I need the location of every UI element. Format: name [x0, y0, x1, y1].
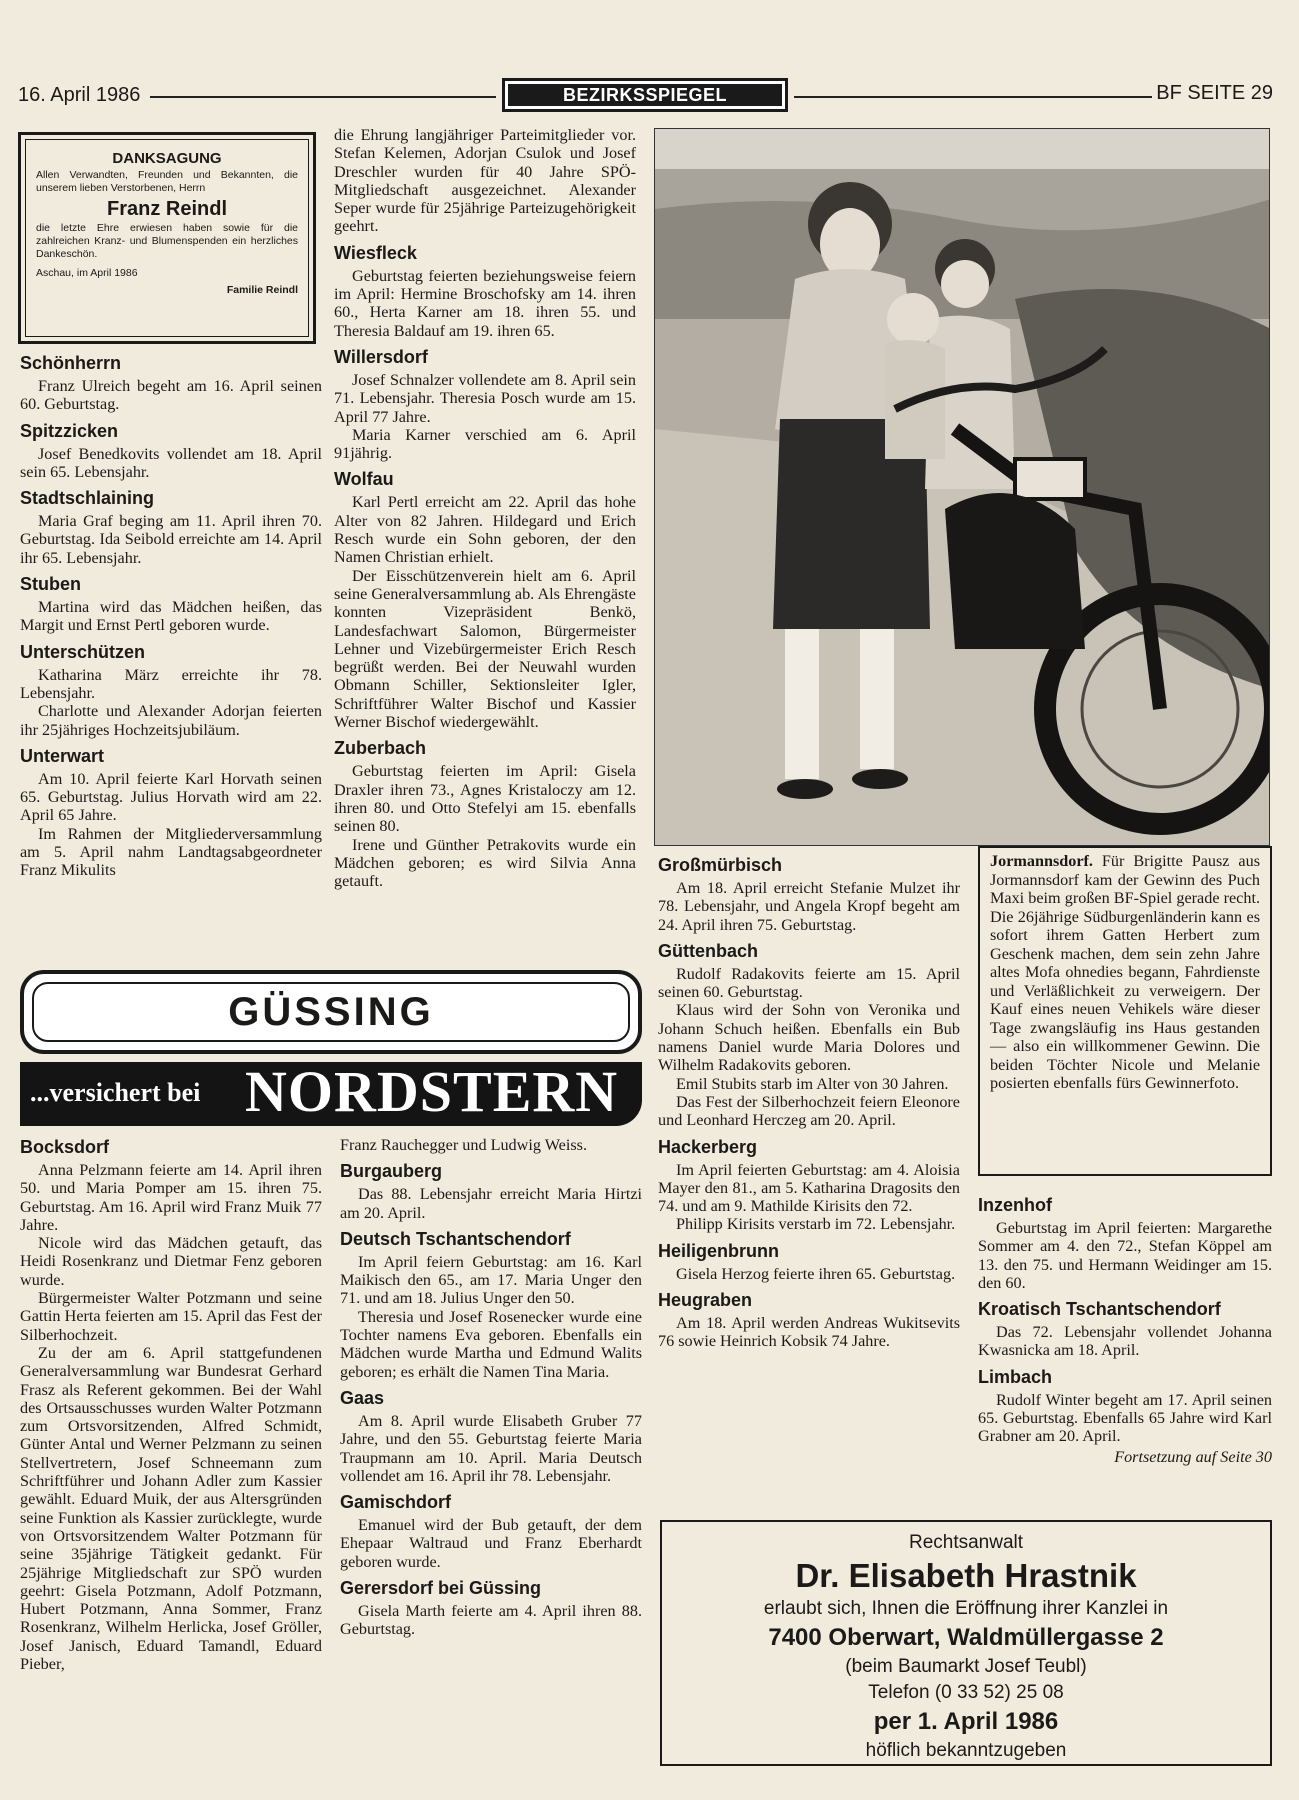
heading-heugraben: Heugraben	[658, 1290, 753, 1311]
article-text: Maria Karner verschied am 6. April 91jährig.	[334, 425, 636, 463]
article-text: Rudolf Winter begeht am 17. April seinen 65. Geburtstag. Ebenfalls 65 Jahre wird Karl Grabner am 20. April.	[978, 1390, 1272, 1446]
article-text: Am 18. April erreicht Stefanie Mulzet ihr 78. Lebensjahr, und Angela Kropf begeht am 24. April ihren 75. Geburtstag.	[658, 879, 960, 934]
ad-line-phone: Telefon (0 33 52) 25 08	[868, 1682, 1064, 1703]
article-text: Im Rahmen der Mitgliederversammlung am 5. April nahm Landtagsabgeordneter Franz Mikulits	[20, 824, 322, 880]
article-text: Das 88. Lebensjahr erreicht Maria Hirtzi am 20. April.	[340, 1185, 642, 1222]
heading-deutsch-tschantschendorf: Deutsch Tschantschendorf	[340, 1228, 571, 1249]
article-text: Maria Graf beging am 11. April ihren 70. Geburtstag. Ida Seibold erreichte am 14. April ihr 65. Lebensjahr.	[20, 512, 322, 567]
danksagung-signature: Familie Reindl	[226, 284, 298, 296]
heading-wolfau: Wolfau	[334, 469, 394, 490]
ad-line-address: 7400 Oberwart, Waldmüllergasse 2	[768, 1624, 1164, 1651]
banner-title: GÜSSING	[32, 982, 630, 1042]
article-text: Am 10. April feierte Karl Horvath seinen 65. Geburtstag. Julius Horvath wird am 22. April 65 Jahre.	[20, 769, 322, 825]
article-text: Nicole wird das Mädchen getauft, das Heidi Rosenkranz und Dietmar Fenz geboren wurde.	[20, 1234, 322, 1289]
heading-willersdorf: Willersdorf	[334, 346, 428, 367]
heading-gamischdorf: Gamischdorf	[340, 1492, 452, 1513]
heading-inzenhof: Inzenhof	[978, 1195, 1052, 1215]
page-number: BF SEITE 29	[1156, 82, 1273, 104]
article-text: Klaus wird der Sohn von Veronika und Johann Schuch heißen. Ebenfalls ein Bub namens Daniel wurde Maria Dolores und Wilhelm Radakovits geboren.	[658, 1001, 960, 1075]
article-text: Katharina März erreichte ihr 78. Lebensjahr.	[20, 665, 322, 702]
column-b	[340, 1136, 642, 1639]
lawyer-ad	[660, 1520, 1272, 1766]
heading-stadtschlaining: Stadtschlaining	[20, 488, 155, 509]
article-text: Am 18. April werden Andreas Wukitsevits 76 sowie Heinrich Kobsik 74 Jahre.	[658, 1314, 960, 1351]
heading-guettenbach: Güttenbach	[658, 940, 759, 961]
heading-gerersdorf: Gerersdorf bei Güssing	[340, 1578, 542, 1599]
caption-text: Für Brigitte Pausz aus Jormannsdorf kam der Gewinn des Puch Maxi beim großen BF-Spiel gerade recht. Die 26jährige Südburgenländerin kann es sofort ihrem Gatten Herbert zum Geschenk machen, dem sein zehn Jahre altes Mofa ohnedies begann, Fahrdienste und Verläßlichkeit zu verweigern. Der Kauf eines neuen Vehikels wäre dieser Tage zwangsläufig ins Haus gestanden — also ein willkommener Gewinn. Die beiden Töchter Nicole und Melanie posierten ebenfalls fürs Gewinnerfoto.	[990, 852, 1260, 1092]
section-title: BEZIRKSSPIEGEL	[508, 84, 782, 106]
column-a	[20, 1136, 322, 1673]
heading-heiligenbrunn: Heiligenbrunn	[658, 1240, 779, 1261]
article-text: Charlotte und Alexander Adorjan feierten ihr 25jähriges Hochzeitsjubiläum.	[20, 702, 322, 739]
article-text: Philipp Kirisits verstarb im 72. Lebensjahr.	[676, 1215, 956, 1234]
column-3	[658, 854, 960, 1351]
winner-photo	[654, 128, 1270, 846]
heading-kroatisch-tschantschendorf: Kroatisch Tschantschendorf	[978, 1299, 1221, 1320]
article-text: Geburtstag feierten beziehungsweise feiern im April: Hermine Broschofsky am 14. ihren 60., Herta Karner am 18. ihren 55. und Theresia Baldauf am 19. ihren 65.	[334, 266, 636, 340]
heading-unterwart: Unterwart	[20, 745, 105, 766]
article-text: Josef Benedkovits vollendet am 18. April sein 65. Lebensjahr.	[20, 444, 322, 481]
heading-hackerberg: Hackerberg	[658, 1136, 758, 1157]
header-rule-left	[150, 96, 496, 98]
photo-caption	[978, 846, 1272, 1176]
article-text: Geburtstag im April feierten: Margarethe Sommer am 4. den 72., Stefan Köppel am 13. den 75. und Hermann Weidinger am 15. den 60.	[978, 1219, 1272, 1292]
article-text: die Ehrung langjähriger Parteimitglieder vor. Stefan Kelemen, Adorjan Csulok und Josef Dreschler wurden für 40 Jahre SPÖ-Mitgliedschaft ausgezeichnet. Alexander Seper wurde für 25jährige Parteizugehörigkeit geehrt.	[334, 126, 636, 236]
article-text: Josef Schnalzer vollendete am 8. April sein 71. Lebensjahr. Theresia Posch wurde am 15. April 77 Jahre.	[334, 370, 636, 426]
danksagung-title: DANKSAGUNG	[112, 150, 222, 167]
heading-limbach: Limbach	[978, 1366, 1053, 1387]
column-2	[334, 126, 636, 890]
heading-grossmuerbisch: Großmürbisch	[658, 855, 783, 875]
issue-date: 16. April 1986	[18, 84, 141, 106]
article-text: Franz Rauchegger und Ludwig Weiss.	[340, 1136, 588, 1154]
danksagung-place: Aschau, im April 1986	[36, 267, 138, 279]
heading-bocksdorf: Bocksdorf	[20, 1137, 110, 1157]
heading-spitzzicken: Spitzzicken	[20, 420, 119, 441]
danksagung-ad	[18, 132, 316, 344]
ad-line-name: Dr. Elisabeth Hrastnik	[795, 1557, 1137, 1594]
danksagung-intro: Allen Verwandten, Freunden und Bekannten, die unserem lieben Verstorbenen, Herrn	[36, 169, 298, 194]
ad-line-date: per 1. April 1986	[873, 1708, 1059, 1735]
heading-gaas: Gaas	[340, 1387, 385, 1408]
section-title-box	[502, 78, 788, 112]
article-text: Martina wird das Mädchen heißen, das Margit und Ernst Pertl geboren wurde.	[20, 598, 322, 635]
ad-line-title: Rechtsanwalt	[908, 1532, 1024, 1553]
article-text: Irene und Günther Petrakovits wurde ein Mädchen geboren; es wird Silvia Anna getauft.	[334, 835, 636, 891]
article-text: Im April feierten Geburtstag: am 4. Aloisia Mayer den 81., am 5. Katharina Dragosits den 74. und am 9. Mathilde Kirisits den 72.	[658, 1160, 960, 1216]
article-text: Emil Stubits starb im Alter von 30 Jahren.	[676, 1074, 949, 1093]
danksagung-text: die letzte Ehre erwiesen haben sowie für die zahlreichen Kranz- und Blumenspenden ein herzliches Dankeschön.	[36, 222, 298, 260]
caption-place: Jormannsdorf.	[990, 852, 1093, 870]
article-text: Am 8. April wurde Elisabeth Gruber 77 Jahre, und den 55. Geburtstag feierte Maria Traupmann am 10. April. Maria Deutsch vollendet am 16. April ihr 78. Lebensjahr.	[340, 1411, 642, 1485]
heading-unterschuetzen: Unterschützen	[20, 641, 146, 662]
danksagung-name: Franz Reindl	[106, 198, 227, 220]
article-text: Franz Ulreich begeht am 16. April seinen 60. Geburtstag.	[20, 377, 322, 414]
article-text: Das Fest der Silberhochzeit feiern Eleonore und Leonhard Herczeg am 20. April.	[658, 1092, 960, 1130]
article-text: Emanuel wird der Bub getauft, der dem Ehepaar Waltraud und Franz Eberhardt geboren wurde.	[340, 1516, 642, 1571]
guessing-banner	[20, 970, 642, 1128]
sponsor-brand: NORDSTERN	[245, 1059, 619, 1124]
article-text: Rudolf Radakovits feierte am 15. April seinen 60. Geburtstag.	[658, 964, 960, 1002]
danksagung-inner	[25, 139, 309, 337]
article-text: Der Eisschützenverein hielt am 6. April seine Generalversammlung ab. Als Ehrengäste konnten Vizepräsident Benkö, Landesfachwart Salomon, Bürgermeister Lehner und Vizebürgermeister Erich Resch begrüßt werden. Bei der Neuwahl wurden Obmann Schiller, Sektionsleiter Igler, Schriftführer Walter Bischof und Kassier Werner Bischof wiedergewählt.	[334, 566, 636, 732]
ad-line-landmark: (beim Baumarkt Josef Teubl)	[845, 1656, 1087, 1677]
heading-stuben: Stuben	[20, 574, 81, 595]
article-text: Karl Pertl erreicht am 22. April das hohe Alter von 82 Jahren. Hildegard und Erich Resch wurde ein Sohn geboren, der den Namen Christian erhielt.	[334, 493, 636, 567]
article-text: Anna Pelzmann feierte am 14. April ihren 50. und Maria Pomper am 15. ihren 75. Geburtstag. Am 16. April wird Franz Muik 77 Jahre.	[20, 1161, 322, 1234]
ad-line-closing: höflich bekanntzugeben	[865, 1740, 1067, 1761]
sponsor-prefix: ...versichert bei	[30, 1078, 201, 1107]
heading-schoenherrn: Schönherrn	[20, 353, 122, 373]
page-header	[18, 78, 1273, 114]
sponsor-bar	[20, 1059, 642, 1126]
article-text: Gisela Herzog feierte ihren 65. Geburtstag.	[676, 1264, 956, 1283]
ad-line-intro: erlaubt sich, Ihnen die Eröffnung ihrer Kanzlei in	[763, 1598, 1169, 1619]
article-text: Theresia und Josef Rosenecker wurde eine Tochter namens Eva geboren. Ebenfalls ein Mädchen wurde Martha und Edmund Walits geboren; es erhält die Namen Tina Maria.	[340, 1307, 642, 1381]
heading-wiesfleck: Wiesfleck	[334, 242, 417, 263]
banner-frame	[20, 970, 642, 1054]
heading-zuberbach: Zuberbach	[334, 738, 427, 759]
continuation-note: Fortsetzung auf Seite 30	[1114, 1447, 1272, 1466]
article-text: Das 72. Lebensjahr vollendet Johanna Kwasnicka am 18. April.	[978, 1323, 1272, 1360]
article-text: Im April feiern Geburtstag: am 16. Karl Maikisch den 65., am 17. Maria Unger den 71. und am 18. Julius Unger den 50.	[340, 1252, 642, 1308]
article-text: Gisela Marth feierte am 4. April ihren 88. Geburtstag.	[340, 1602, 642, 1639]
article-text: Bürgermeister Walter Potzmann und seine Gattin Herta feierten am 15. April das Fest der Silberhochzeit.	[20, 1289, 322, 1344]
article-text: Geburtstag feierten im April: Gisela Draxler ihren 73., Agnes Kristaloczy am 12. ihren 80. und Otto Stefelyi am 15. ebenfalls seinen 80.	[334, 762, 636, 836]
article-text: Zu der am 6. April stattgefundenen Generalversammlung war Bundesrat Gerhard Frasz als Referent gekommen. Bei der Wahl des Ortsausschusses wurden Walter Potzmann zum Ortsvorsitzenden, Alfred Schmidt, Günter Antal und Werner Pelzmann zu seinen Stellvertretern, Josef Schneemann zum Schriftführer und Johann Adler zum Kassier gewählt. Eduard Muik, der aus Altersgründen seine Funktion als Kassier zurücklegte, wurde von Ortsvorsitzendem Walter Potzmann für seine 35jährige Tätigkeit gedankt. Für 25jährige Mitgliedschaft zur SPÖ wurden geehrt: Gisela Potzmann, Adolf Potzmann, Hubert Potzmann, Anna Sommer, Franz Rosenkranz, Wilhelm Herlicka, Josef Gröller, Josef Janisch, Eduard Tamandl, Eduard Pieber,	[20, 1343, 322, 1674]
heading-burgauberg: Burgauberg	[340, 1161, 443, 1182]
column-1	[20, 352, 322, 880]
header-rule-right	[794, 96, 1152, 98]
column-4	[978, 1194, 1272, 1466]
photo-illustration	[655, 129, 1270, 846]
